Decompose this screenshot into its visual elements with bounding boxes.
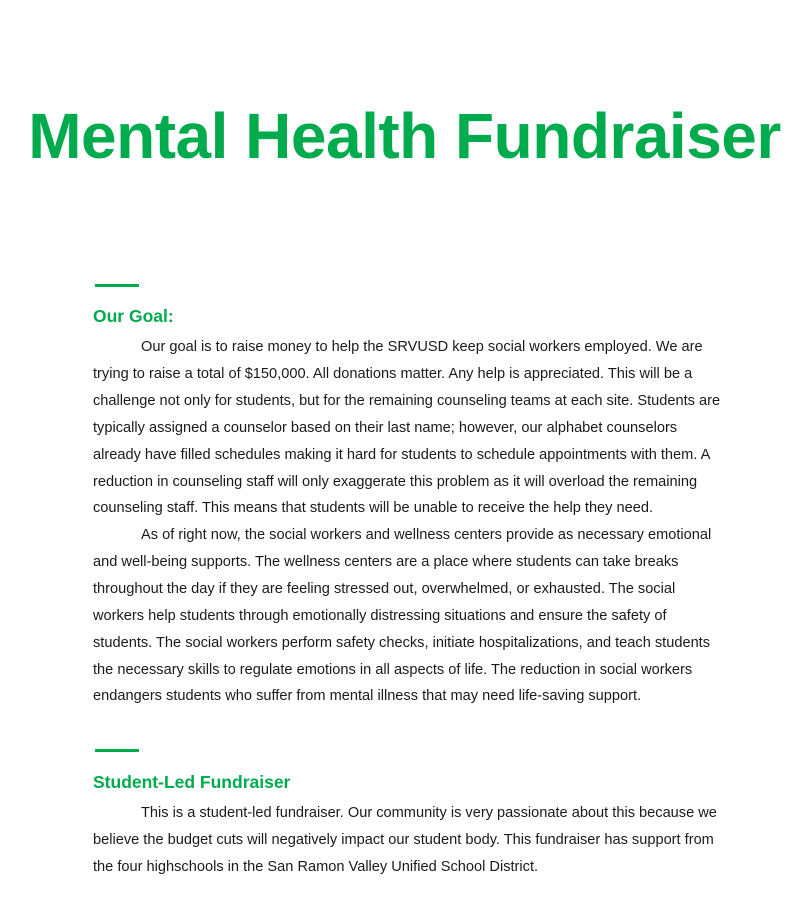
section-divider xyxy=(95,749,139,752)
paragraph: As of right now, the social workers and wellness centers provide as necessary emotional and well-being supports. The wellness centers are a place where students can take breaks throughout the day if they are feeling stressed out, overwhelmed, or exhausted. The social workers help students through emotionally distressing situations and ensure the safety of students. The social workers perform safety checks, initiate hospitalizations, and teach students the necessary skills to regulate emotions in all aspects of life. The reduction in social workers endangers students who suffer from mental illness that may need life-saving support. xyxy=(93,527,712,705)
section-heading-student-led: Student-Led Fundraiser xyxy=(93,772,291,792)
section-heading-our-goal: Our Goal: xyxy=(93,306,174,326)
paragraph: This is a student-led fundraiser. Our community is very passionate about this because we believe the budget cuts will negatively impact our student body. This fundraiser has support from the four highschools in the San Ramon Valley Unified School District. xyxy=(93,805,717,875)
section-divider xyxy=(95,284,139,287)
page-title: Mental Health Fundraiser xyxy=(28,100,781,172)
paragraph: Our goal is to raise money to help the SRVUSD keep social workers employed. We are trying to raise a total of $150,000. All donations matter. Any help is appreciated. This will be a challenge not only for students, but for the remaining counseling teams at each site. Students are typically assigned a counselor based on their last name; however, our alphabet counselors already have filled schedules making it hard for students to schedule appointments with them. A reduction in counseling staff will only exaggerate this problem as it will overload the remaining counseling staff. This means that students will be unable to receive the help they need. xyxy=(93,339,721,517)
